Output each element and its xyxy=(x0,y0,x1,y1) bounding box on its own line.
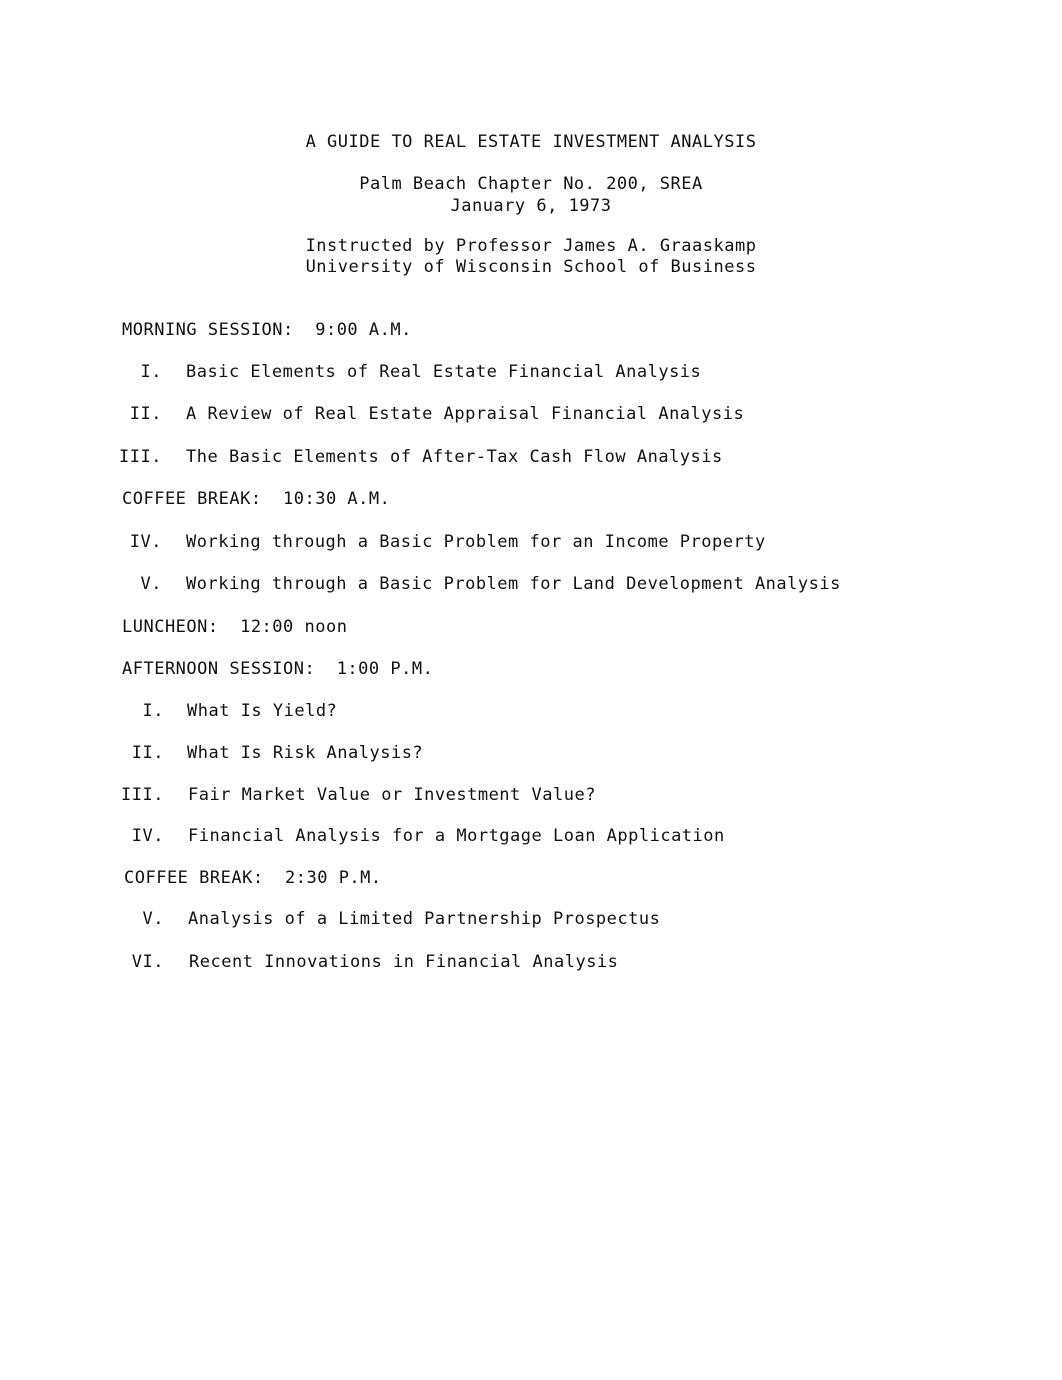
item-title: A Review of Real Estate Appraisal Financial Analysis xyxy=(186,404,745,424)
item-title: Working through a Basic Problem for an Income Property xyxy=(186,532,766,552)
item-numeral: I. xyxy=(140,362,162,382)
luncheon-line: LUNCHEON: 12:00 noon xyxy=(122,617,348,637)
afternoon-session-heading: AFTERNOON SESSION: 1:00 P.M. xyxy=(122,659,434,679)
item-numeral: IV. xyxy=(131,826,164,846)
afternoon-coffee-break: COFFEE BREAK: 2:30 P.M. xyxy=(124,868,382,888)
item-title: Analysis of a Limited Partnership Prospectus xyxy=(188,909,661,929)
item-title: What Is Yield? xyxy=(187,701,338,721)
item-numeral: III. xyxy=(121,785,164,805)
item-title: Recent Innovations in Financial Analysis xyxy=(189,952,619,972)
item-numeral: III. xyxy=(119,447,162,467)
item-title: Fair Market Value or Investment Value? xyxy=(188,785,596,805)
instructor-line: Instructed by Professor James A. Graaskamp xyxy=(305,236,757,256)
item-numeral: IV. xyxy=(129,532,162,552)
morning-session-heading: MORNING SESSION: 9:00 A.M. xyxy=(122,320,412,340)
item-numeral: V. xyxy=(140,574,162,594)
item-numeral: II. xyxy=(131,743,164,763)
chapter-line: Palm Beach Chapter No. 200, SREA xyxy=(359,174,703,194)
date-line: January 6, 1973 xyxy=(450,196,612,216)
item-title: Financial Analysis for a Mortgage Loan Application xyxy=(188,826,725,846)
item-numeral: VI. xyxy=(131,952,164,972)
document-title: A GUIDE TO REAL ESTATE INVESTMENT ANALYSIS xyxy=(305,132,757,152)
item-title: Working through a Basic Problem for Land Development Analysis xyxy=(186,574,841,594)
morning-coffee-break: COFFEE BREAK: 10:30 A.M. xyxy=(122,489,391,509)
school-line: University of Wisconsin School of Business xyxy=(305,257,757,277)
item-title: Basic Elements of Real Estate Financial Analysis xyxy=(186,362,702,382)
item-title: The Basic Elements of After-Tax Cash Flow Analysis xyxy=(186,447,723,467)
item-numeral: V. xyxy=(142,909,164,929)
item-numeral: II. xyxy=(129,404,162,424)
item-title: What Is Risk Analysis? xyxy=(187,743,424,763)
item-numeral: I. xyxy=(142,701,164,721)
